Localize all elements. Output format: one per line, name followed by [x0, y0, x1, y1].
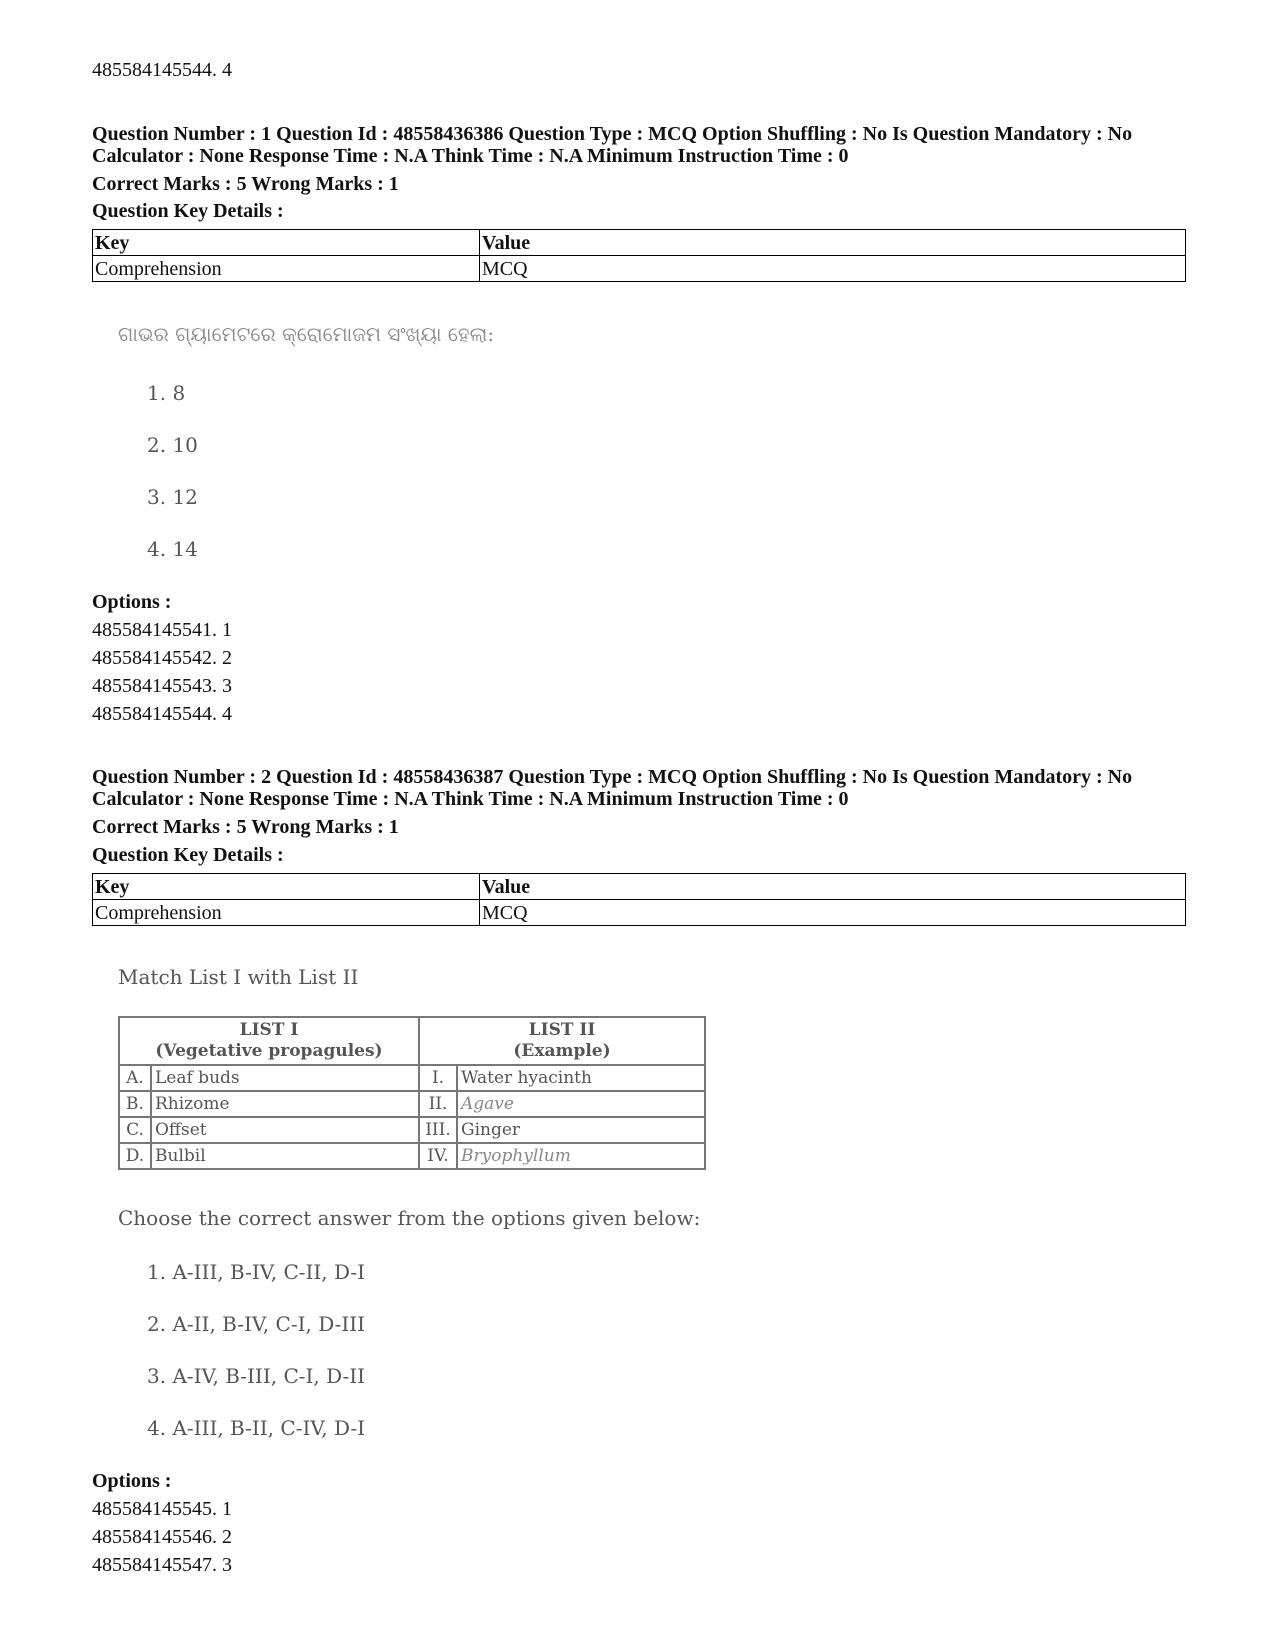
key-details-label: Question Key Details :	[92, 844, 284, 866]
list1-letter: C.	[119, 1117, 151, 1143]
choice-item: 4. A-III, B-II, C-IV, D-I	[147, 1416, 366, 1440]
list1-item: Offset	[151, 1117, 419, 1143]
list1-title: LIST I	[239, 1020, 299, 1040]
option-line: 485584145545. 1	[92, 1498, 232, 1520]
question-header-line-2: Calculator : None Response Time : N.A Think Time : N.A Minimum Instruction Time : 0	[92, 788, 849, 810]
question-intro: Match List I with List II	[118, 965, 359, 989]
table-header-row	[93, 874, 1186, 900]
question-header-line-1: Question Number : 1 Question Id : 48558436386 Question Type : MCQ Option Shuffling : No Is Question Mandatory : No	[92, 123, 1133, 145]
table-header-row	[93, 230, 1186, 256]
choice-item: 1. 8	[147, 381, 186, 405]
value-header-cell: Value	[480, 230, 1186, 256]
question-header-line-2: Calculator : None Response Time : N.A Think Time : N.A Minimum Instruction Time : 0	[92, 145, 849, 167]
options-label: Options :	[92, 1470, 172, 1492]
list1-letter: D.	[119, 1143, 151, 1169]
key-details-table	[92, 229, 1186, 282]
key-cell: Comprehension	[93, 256, 480, 282]
options-label: Options :	[92, 591, 172, 613]
list2-item: Agave	[457, 1091, 705, 1117]
option-line: 485584145546. 2	[92, 1526, 232, 1548]
list2-numeral: IV.	[419, 1143, 457, 1169]
list2-title: LIST II	[528, 1020, 596, 1040]
question-instruction: Choose the correct answer from the options given below:	[118, 1206, 701, 1230]
key-header-cell: Key	[93, 874, 480, 900]
option-line: 485584145541. 1	[92, 619, 232, 641]
question-text: ଗାଭର ଗ୍ୟାମେଟରେ କ୍ରୋମୋଜମ ସଂଖ୍ୟା ହେଲା:	[118, 322, 495, 346]
match-header-row	[119, 1017, 705, 1065]
list2-item: Ginger	[457, 1117, 705, 1143]
key-cell: Comprehension	[93, 900, 480, 926]
value-header-cell: Value	[480, 874, 1186, 900]
match-table	[118, 1016, 706, 1170]
key-details-label: Question Key Details :	[92, 200, 284, 222]
table-row	[119, 1117, 705, 1143]
option-line: 485584145547. 3	[92, 1554, 232, 1576]
list2-header	[419, 1017, 705, 1065]
choice-item: 3. A-IV, B-III, C-I, D-II	[147, 1364, 366, 1388]
table-row	[93, 256, 1186, 282]
list2-item: Bryophyllum	[457, 1143, 705, 1169]
value-cell: MCQ	[480, 900, 1186, 926]
marks-line: Correct Marks : 5 Wrong Marks : 1	[92, 816, 399, 838]
option-line: 485584145542. 2	[92, 647, 232, 669]
marks-line: Correct Marks : 5 Wrong Marks : 1	[92, 173, 399, 195]
choice-item: 4. 14	[147, 537, 198, 561]
choice-item: 2. A-II, B-IV, C-I, D-III	[147, 1312, 366, 1336]
list2-numeral: III.	[419, 1117, 457, 1143]
choice-item: 3. 12	[147, 485, 198, 509]
list1-header	[119, 1017, 419, 1065]
list1-letter: B.	[119, 1091, 151, 1117]
list1-item: Leaf buds	[151, 1065, 419, 1091]
list1-item: Bulbil	[151, 1143, 419, 1169]
list1-subtitle: (Vegetative propagules)	[155, 1041, 383, 1061]
list2-numeral: II.	[419, 1091, 457, 1117]
choice-item: 2. 10	[147, 433, 198, 457]
table-row	[119, 1065, 705, 1091]
table-row	[119, 1091, 705, 1117]
list1-letter: A.	[119, 1065, 151, 1091]
list2-item: Water hyacinth	[457, 1065, 705, 1091]
table-row	[93, 900, 1186, 926]
key-header-cell: Key	[93, 230, 480, 256]
table-row	[119, 1143, 705, 1169]
question-header-line-1: Question Number : 2 Question Id : 48558436387 Question Type : MCQ Option Shuffling : No Is Question Mandatory : No	[92, 766, 1133, 788]
option-line: 485584145543. 3	[92, 675, 232, 697]
key-details-table	[92, 873, 1186, 926]
list1-item: Rhizome	[151, 1091, 419, 1117]
option-line: 485584145544. 4	[92, 59, 232, 81]
list2-subtitle: (Example)	[513, 1041, 611, 1061]
option-line: 485584145544. 4	[92, 703, 232, 725]
choice-item: 1. A-III, B-IV, C-II, D-I	[147, 1260, 366, 1284]
value-cell: MCQ	[480, 256, 1186, 282]
list2-numeral: I.	[419, 1065, 457, 1091]
